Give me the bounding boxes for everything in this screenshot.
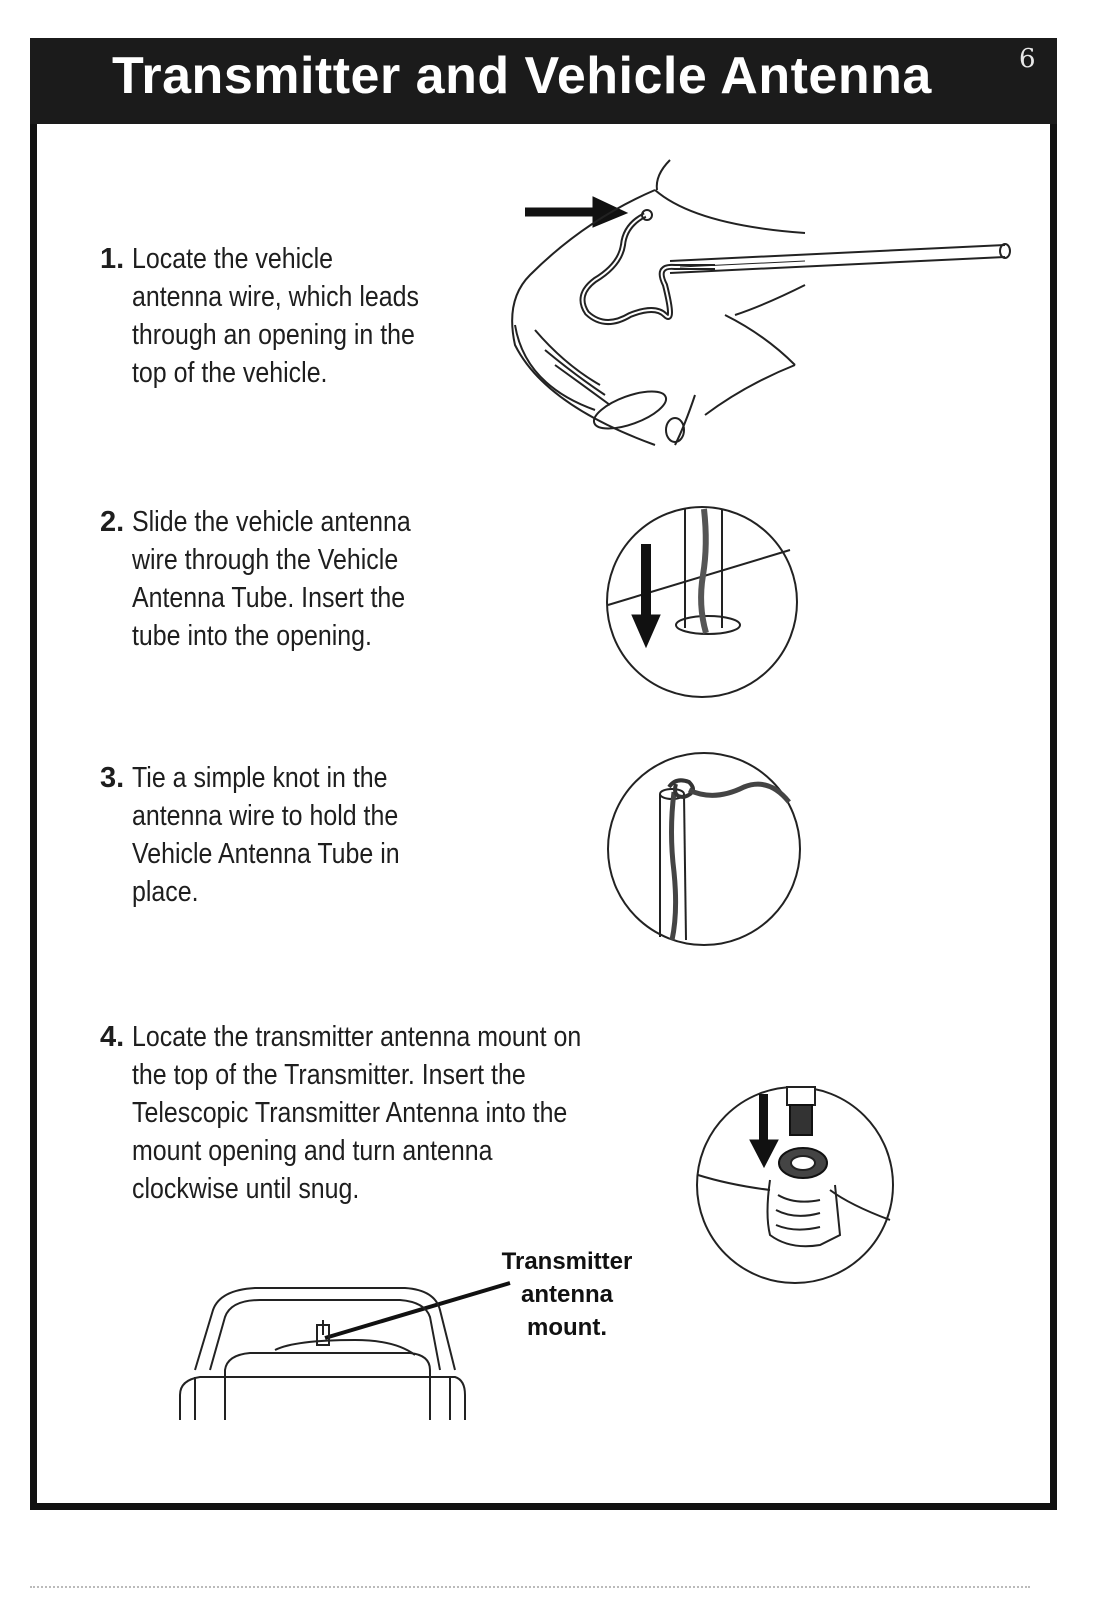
step-3-line: Vehicle Antenna Tube in (132, 838, 400, 870)
step-1-line: top of the vehicle. (132, 357, 328, 389)
step-1-line: antenna wire, which leads (132, 281, 419, 313)
step-4-line: the top of the Transmitter. Insert the (132, 1059, 526, 1091)
step-2-line: wire through the Vehicle (132, 544, 399, 576)
callout-line: mount. (527, 1314, 607, 1341)
step-2-text (132, 503, 411, 655)
step-4-number: 4. (100, 1021, 125, 1053)
step-4-line: Telescopic Transmitter Antenna into the (132, 1097, 568, 1129)
step-2-line: Slide the vehicle antenna (132, 506, 411, 538)
transmitter-mount-illustration (690, 1085, 900, 1290)
page-title: Transmitter and Vehicle Antenna (112, 47, 932, 105)
callout-line: antenna (520, 1281, 613, 1308)
step-3-text (132, 759, 400, 911)
step-1-text (132, 240, 419, 392)
step-2-number: 2. (100, 506, 125, 538)
page-number: 6 (1019, 44, 1036, 74)
step-1-number: 1. (100, 243, 125, 275)
callout-line: Transmitter (501, 1248, 633, 1275)
transmitter-antenna-mount-label (497, 1245, 637, 1344)
footer-dotted-line (30, 1586, 1030, 1592)
step-3-line: antenna wire to hold the (132, 800, 399, 832)
step-4-text (132, 1018, 581, 1208)
step-4-line: Locate the transmitter antenna mount on (132, 1021, 582, 1053)
knot-illustration (604, 752, 804, 947)
step-2-line: Antenna Tube. Insert the (132, 582, 406, 614)
step-2-line: tube into the opening. (132, 620, 372, 652)
step-4-line: clockwise until snug. (132, 1173, 360, 1205)
step-1-line: Locate the vehicle (132, 243, 334, 275)
step-3-line: place. (132, 876, 199, 908)
vehicle-antenna-wire-illustration (505, 155, 1025, 465)
step-1-line: through an opening in the (132, 319, 415, 351)
step-4-line: mount opening and turn antenna (132, 1135, 493, 1167)
step-3-line: Tie a simple knot in the (132, 762, 388, 794)
tube-insertion-illustration (600, 505, 805, 700)
step-3-number: 3. (100, 762, 125, 794)
transmitter-unit-illustration (175, 1255, 515, 1425)
